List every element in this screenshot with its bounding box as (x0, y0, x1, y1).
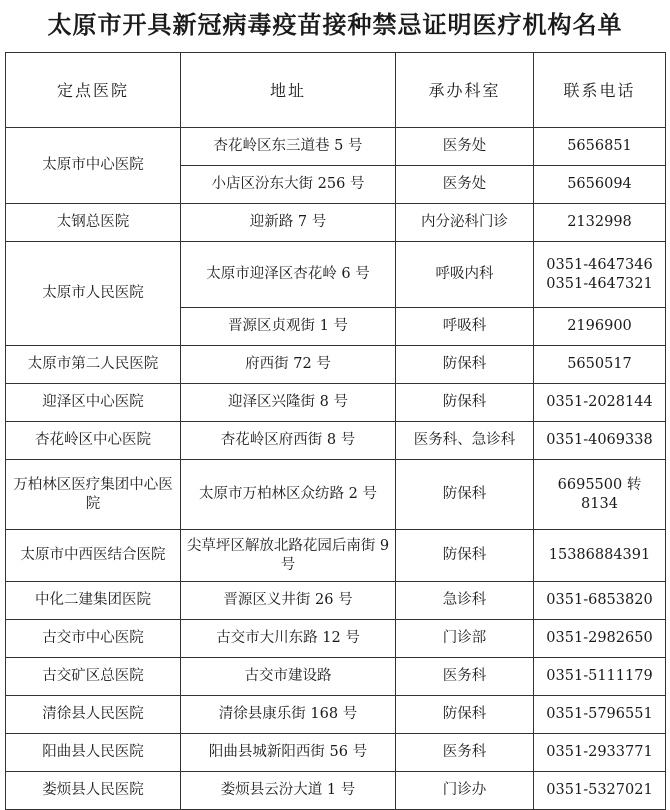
phone-cell: 0351-2028144 (534, 384, 666, 422)
phone-cell: 0351-4647346 0351-4647321 (534, 242, 666, 308)
address-cell: 太原市万柏林区众纺路 2 号 (181, 460, 396, 530)
hospital-cell: 迎泽区中心医院 (6, 384, 181, 422)
department-cell: 门诊办 (396, 772, 534, 810)
table-row (6, 384, 666, 422)
department-cell: 防保科 (396, 460, 534, 530)
hospital-cell: 古交矿区总医院 (6, 658, 181, 696)
phone-cell: 0351-2982650 (534, 620, 666, 658)
hospital-cell: 阳曲县人民医院 (6, 734, 181, 772)
address-cell: 清徐县康乐街 168 号 (181, 696, 396, 734)
address-cell: 娄烦县云汾大道 1 号 (181, 772, 396, 810)
phone-cell: 0351-6853820 (534, 582, 666, 620)
phone-cell: 0351-5327021 (534, 772, 666, 810)
table-row (6, 582, 666, 620)
department-cell: 医务科 (396, 658, 534, 696)
table-row (6, 422, 666, 460)
address-cell: 古交市大川东路 12 号 (181, 620, 396, 658)
hospital-cell: 古交市中心医院 (6, 620, 181, 658)
hospital-cell: 太原市中心医院 (6, 128, 181, 204)
department-cell: 医务处 (396, 128, 534, 166)
department-cell: 医务科、急诊科 (396, 422, 534, 460)
page-title: 太原市开具新冠病毒疫苗接种禁忌证明医疗机构名单 (47, 10, 623, 39)
phone-cell: 6695500 转 8134 (534, 460, 666, 530)
department-cell: 医务处 (396, 166, 534, 204)
department-cell: 防保科 (396, 346, 534, 384)
hospital-cell: 娄烦县人民医院 (6, 772, 181, 810)
address-cell: 迎新路 7 号 (181, 204, 396, 242)
phone-cell: 5656094 (534, 166, 666, 204)
address-cell: 阳曲县城新阳西街 56 号 (181, 734, 396, 772)
table-row (6, 128, 666, 166)
hospital-cell: 清徐县人民医院 (6, 696, 181, 734)
address-cell: 小店区汾东大街 256 号 (181, 166, 396, 204)
table-row (6, 346, 666, 384)
address-cell: 晋源区义井街 26 号 (181, 582, 396, 620)
header-address: 地址 (181, 53, 396, 128)
hospital-cell: 太原市第二人民医院 (6, 346, 181, 384)
department-cell: 防保科 (396, 696, 534, 734)
table-body (6, 128, 666, 810)
table-row (6, 204, 666, 242)
hospital-cell: 太原市人民医院 (6, 242, 181, 346)
address-cell: 府西街 72 号 (181, 346, 396, 384)
phone-cell: 0351-5111179 (534, 658, 666, 696)
department-cell: 防保科 (396, 384, 534, 422)
department-cell: 防保科 (396, 530, 534, 582)
address-cell: 古交市建设路 (181, 658, 396, 696)
table-row (6, 658, 666, 696)
address-cell: 杏花岭区府西街 8 号 (181, 422, 396, 460)
phone-cell: 5650517 (534, 346, 666, 384)
department-cell: 急诊科 (396, 582, 534, 620)
table-row (6, 696, 666, 734)
hospital-table (5, 52, 666, 810)
phone-cell: 2196900 (534, 308, 666, 346)
hospital-cell: 太钢总医院 (6, 204, 181, 242)
address-cell: 尖草坪区解放北路花园后南街 9 号 (181, 530, 396, 582)
header-department: 承办科室 (396, 53, 534, 128)
phone-cell: 0351-5796551 (534, 696, 666, 734)
table-row (6, 530, 666, 582)
table-header-row (6, 53, 666, 128)
table-row (6, 620, 666, 658)
phone-cell: 5656851 (534, 128, 666, 166)
table-row (6, 772, 666, 810)
department-cell: 门诊部 (396, 620, 534, 658)
phone-cell: 0351-2933771 (534, 734, 666, 772)
address-cell: 杏花岭区东三道巷 5 号 (181, 128, 396, 166)
address-cell: 太原市迎泽区杏花岭 6 号 (181, 242, 396, 308)
table-row (6, 242, 666, 308)
address-cell: 迎泽区兴隆街 8 号 (181, 384, 396, 422)
table-row (6, 734, 666, 772)
hospital-cell: 杏花岭区中心医院 (6, 422, 181, 460)
header-phone: 联系电话 (534, 53, 666, 128)
address-cell: 晋源区贞观街 1 号 (181, 308, 396, 346)
hospital-cell: 中化二建集团医院 (6, 582, 181, 620)
phone-cell: 2132998 (534, 204, 666, 242)
hospital-cell: 万柏林区医疗集团中心医院 (6, 460, 181, 530)
phone-cell: 15386884391 (534, 530, 666, 582)
hospital-cell: 太原市中西医结合医院 (6, 530, 181, 582)
department-cell: 医务科 (396, 734, 534, 772)
header-hospital: 定点医院 (6, 53, 181, 128)
department-cell: 内分泌科门诊 (396, 204, 534, 242)
phone-cell: 0351-4069338 (534, 422, 666, 460)
department-cell: 呼吸科 (396, 308, 534, 346)
table-row (6, 460, 666, 530)
department-cell: 呼吸内科 (396, 242, 534, 308)
